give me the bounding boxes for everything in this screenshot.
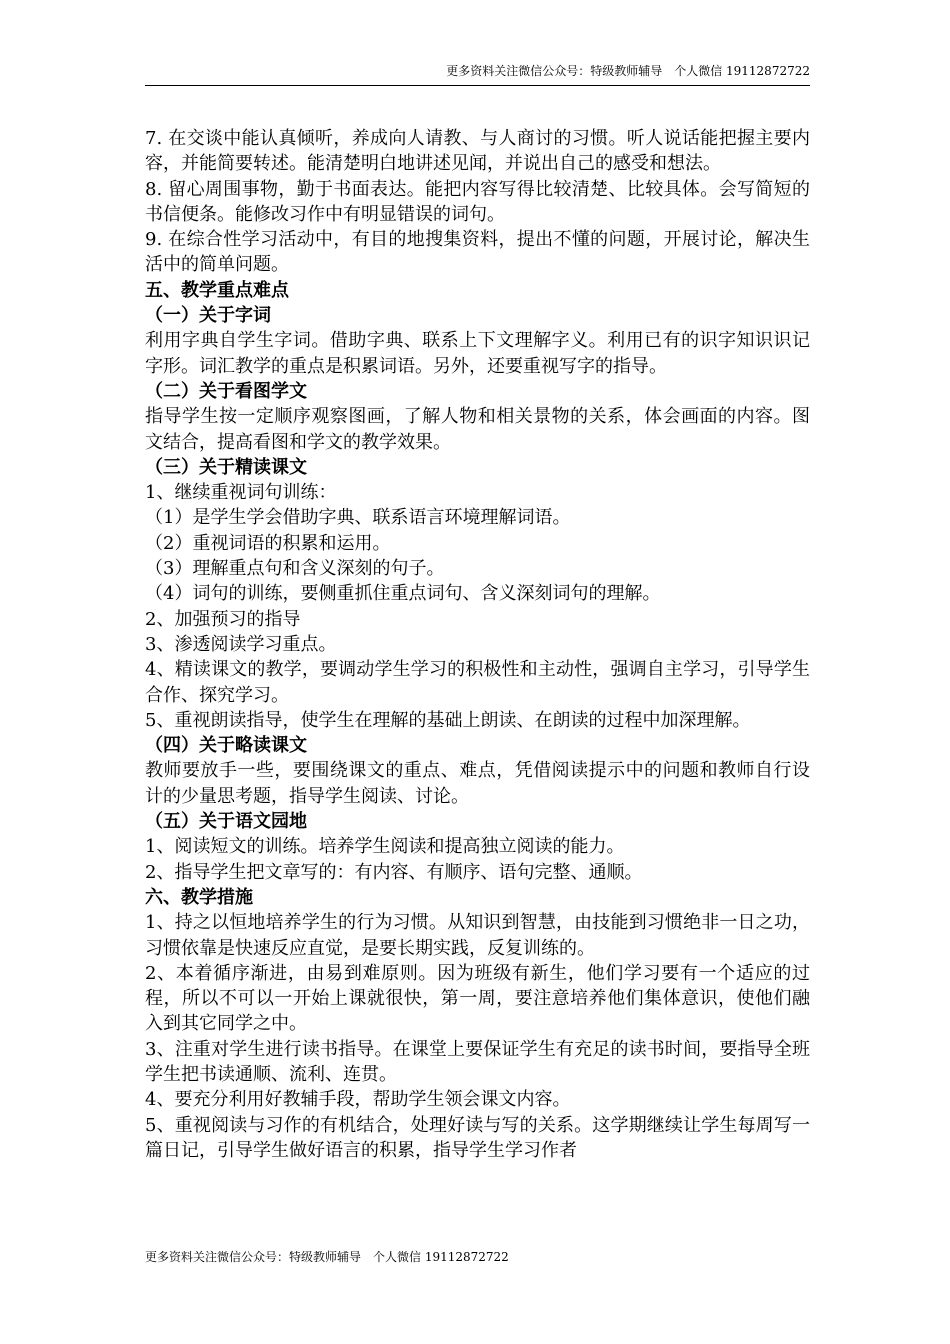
paragraph-words: 利用字典自学生字词。借助字典、联系上下文理解字义。利用已有的识字知识识记字形。词汇教学的重点是积累词语。另外，还要重视写字的指导。 (145, 330, 810, 377)
header-divider (145, 85, 810, 86)
paragraph-item-7: 7. 在交谈中能认真倾听，养成向人请教、与人商讨的习惯。听人说话能把握主要内容，并能简要转述。能清楚明白地讲述见闻，并说出自己的感受和想法。 (145, 128, 810, 175)
list-item: 4、精读课文的教学，要调动学生学习的积极性和主动性，强调自主学习，引导学生合作、探究学习。 (145, 659, 810, 706)
paragraph-skim: 教师要放手一些，要围绕课文的重点、难点，凭借阅读提示中的问题和教师自行设计的少量思考题，指导学生阅读、讨论。 (145, 760, 810, 807)
paragraph-item-9: 9. 在综合性学习活动中，有目的地搜集资料，提出不懂的问题，开展讨论，解决生活中的简单问题。 (145, 229, 810, 276)
paragraph-picture: 指导学生按一定顺序观察图画，了解人物和相关景物的关系，体会画面的内容。图文结合，提高看图和学文的教学效果。 (145, 406, 810, 453)
list-item: 3、渗透阅读学习重点。 (145, 633, 337, 655)
page-footer: 更多资料关注微信公众号：特级教师辅导 个人微信 19112872722 (145, 1250, 509, 1264)
list-item: （3）理解重点句和含义深刻的句子。 (145, 558, 445, 580)
list-item: 5、重视朗读指导，使学生在理解的基础上朗读、在朗读的过程中加深理解。 (145, 709, 751, 731)
list-item: 2、加强预习的指导 (145, 608, 301, 630)
paragraph-item-8: 8. 留心周围事物，勤于书面表达。能把内容写得比较清楚、比较具体。会写简短的书信便条。能修改习作中有明显错误的词句。 (145, 178, 810, 225)
list-item: 5、重视阅读与习作的有机结合，处理好读与写的关系。这学期继续让学生每周写一篇日记，引导学生做好语言的积累，指导学生学习作者 (145, 1114, 810, 1161)
subsection-heading-garden: （五）关于语文园地 (145, 811, 307, 833)
list-item: 2、指导学生把文章写的：有内容、有顺序、语句完整、通顺。 (145, 861, 643, 883)
list-item: 2、本着循序渐进，由易到难原则。因为班级有新生，他们学习要有一个适应的过程，所以不可以一开始上课就很快，第一周，要注意培养他们集体意识，使他们融入到其它同学之中。 (145, 962, 810, 1035)
list-item: （2）重视词语的积累和运用。 (145, 532, 391, 554)
subsection-heading-words: （一）关于字词 (145, 305, 271, 327)
list-item: 4、要充分利用好教辅手段，帮助学生领会课文内容。 (145, 1089, 571, 1111)
list-item: 3、注重对学生进行读书指导。在课堂上要保证学生有充足的读书时间，要指导全班学生把书读通顺、流利、连贯。 (145, 1038, 810, 1085)
page-header: 更多资料关注微信公众号：特级教师辅导 个人微信 19112872722 (446, 64, 810, 78)
list-item: （1）是学生学会借助字典、联系语言环境理解词语。 (145, 507, 571, 529)
list-item: （4）词句的训练，要侧重抓住重点词句、含义深刻词句的理解。 (145, 583, 661, 605)
list-item: 1、阅读短文的训练。培养学生阅读和提高独立阅读的能力。 (145, 836, 625, 858)
section-heading-5: 五、教学重点难点 (145, 279, 289, 301)
subsection-heading-skim: （四）关于略读课文 (145, 735, 307, 757)
section-heading-6: 六、教学措施 (145, 886, 253, 908)
document-body (145, 126, 810, 1163)
list-item: 1、继续重视词句训练： (145, 482, 337, 504)
list-item: 1、持之以恒地培养学生的行为习惯。从知识到智慧，由技能到习惯绝非一日之功，习惯依靠是快速反应直觉，是要长期实践，反复训练的。 (145, 912, 810, 959)
subsection-heading-picture: （二）关于看图学文 (145, 380, 307, 402)
subsection-heading-intensive: （三）关于精读课文 (145, 456, 307, 478)
